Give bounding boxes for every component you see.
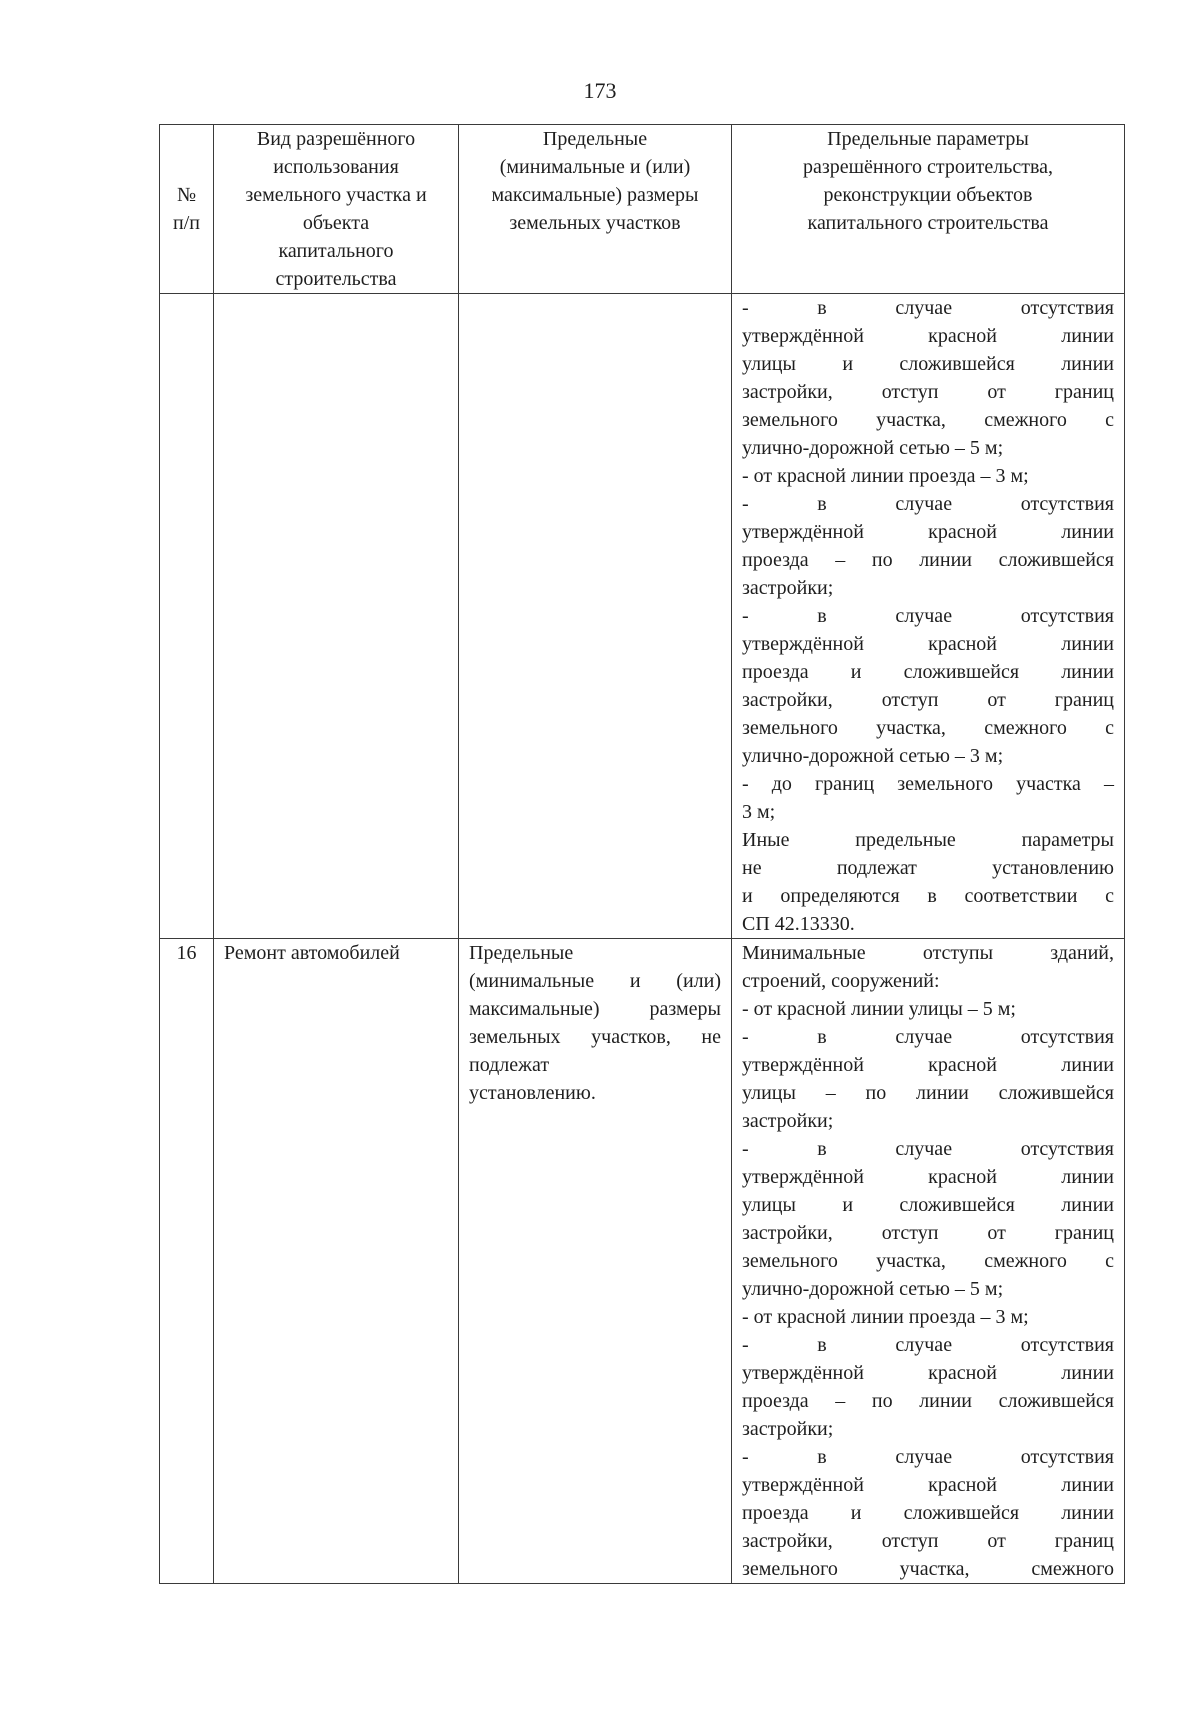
text-line: утверждённой красной линии <box>742 325 1114 347</box>
text-line: застройки; <box>742 577 834 599</box>
text-line: - до границ земельного участка – <box>742 773 1114 795</box>
header-line: (минимальные и (или) <box>499 156 691 178</box>
header-plot-sizes <box>459 125 732 294</box>
cell-construction-parameters <box>732 939 1125 1584</box>
text-line: утверждённой красной линии <box>742 1474 1114 1496</box>
header-line: максимальные) размеры <box>491 184 699 206</box>
cell-number <box>160 294 214 939</box>
text-line: застройки, отступ от границ <box>742 381 1114 403</box>
header-number <box>160 125 214 294</box>
header-line: Предельные параметры <box>827 128 1029 150</box>
header-permitted-use <box>214 125 459 294</box>
text-line: улично-дорожной сетью – 5 м; <box>742 437 1004 459</box>
text-line: - от красной линии проезда – 3 м; <box>742 1306 1029 1328</box>
text-line: проезда – по линии сложившейся <box>742 549 1114 571</box>
text-line: утверждённой красной линии <box>742 1362 1114 1384</box>
cell-number: 16 <box>160 939 214 1584</box>
text-line: не подлежат установлению <box>742 857 1114 879</box>
text-line: - в случае отсутствия <box>742 297 1114 319</box>
text-line: улично-дорожной сетью – 5 м; <box>742 1278 1004 1300</box>
text-line: Предельные <box>469 942 574 964</box>
text-line: застройки; <box>742 1110 834 1132</box>
text-line: Иные предельные параметры <box>742 829 1114 851</box>
text-line: земельного участка, смежного с <box>742 717 1114 739</box>
cell-plot-sizes <box>459 939 732 1584</box>
text-line: Минимальные отступы зданий, <box>742 942 1114 964</box>
text-line: земельного участка, смежного с <box>742 1250 1114 1272</box>
text-line: максимальные) размеры <box>469 998 721 1020</box>
text-line: строений, сооружений: <box>742 970 940 992</box>
text-line: земельного участка, смежного с <box>742 409 1114 431</box>
text-line: земельных участков, не <box>469 1026 721 1048</box>
text-line: - в случае отсутствия <box>742 1026 1114 1048</box>
text-line: застройки, отступ от границ <box>742 1530 1114 1552</box>
text-line: застройки, отступ от границ <box>742 689 1114 711</box>
cell-permitted-use <box>214 294 459 939</box>
header-line: объекта <box>302 212 370 234</box>
text-line: проезда – по линии сложившейся <box>742 1390 1114 1412</box>
cell-construction-parameters <box>732 294 1125 939</box>
header-construction-parameters <box>732 125 1125 294</box>
text-line: - в случае отсутствия <box>742 493 1114 515</box>
land-use-parameters-table <box>159 124 1125 1584</box>
header-line: п/п <box>173 212 200 234</box>
text-line: земельного участка, смежного <box>742 1558 1114 1580</box>
text-line: улично-дорожной сетью – 3 м; <box>742 745 1004 767</box>
text-line: улицы и сложившейся линии <box>742 1194 1114 1216</box>
header-line: Предельные <box>542 128 648 150</box>
text-line: СП 42.13330. <box>742 913 855 935</box>
page-number: 173 <box>583 78 617 103</box>
header-line: капитального строительства <box>807 212 1049 234</box>
header-line: капитального <box>278 240 394 262</box>
header-line: земельных участков <box>509 212 681 234</box>
text-line: застройки; <box>742 1418 834 1440</box>
text-line: подлежат <box>469 1054 550 1076</box>
text-line: (минимальные и (или) <box>469 970 721 992</box>
text-line: улицы – по линии сложившейся <box>742 1082 1114 1104</box>
cell-plot-sizes <box>459 294 732 939</box>
text-line: - от красной линии улицы – 5 м; <box>742 998 1016 1020</box>
text-line: и определяются в соответствии с <box>742 885 1114 907</box>
header-line: № <box>176 184 197 206</box>
text-line: - в случае отсутствия <box>742 1446 1114 1468</box>
text-line: утверждённой красной линии <box>742 1054 1114 1076</box>
text-line: - в случае отсутствия <box>742 1334 1114 1356</box>
table-row-continuation <box>160 294 1125 939</box>
text-line: проезда и сложившейся линии <box>742 1502 1114 1524</box>
text-line: застройки, отступ от границ <box>742 1222 1114 1244</box>
text-line: проезда и сложившейся линии <box>742 661 1114 683</box>
table-header-row <box>160 125 1125 294</box>
text-line: установлению. <box>469 1082 596 1104</box>
header-line: строительства <box>275 268 397 290</box>
header-line: использования <box>273 156 399 178</box>
header-line: земельного участка и <box>245 184 427 206</box>
text-line: утверждённой красной линии <box>742 1166 1114 1188</box>
text-line: утверждённой красной линии <box>742 633 1114 655</box>
text-line: улицы и сложившейся линии <box>742 353 1114 375</box>
cell-permitted-use: Ремонт автомобилей <box>214 939 459 1584</box>
text-line: 3 м; <box>742 801 776 823</box>
header-line: реконструкции объектов <box>823 184 1033 206</box>
text-line: утверждённой красной линии <box>742 521 1114 543</box>
text-line: - в случае отсутствия <box>742 605 1114 627</box>
text-line: - от красной линии проезда – 3 м; <box>742 465 1029 487</box>
header-line: Вид разрешённого <box>256 128 416 150</box>
header-line: разрешённого строительства, <box>803 156 1053 178</box>
table-row-16 <box>160 939 1125 1584</box>
text-line: - в случае отсутствия <box>742 1138 1114 1160</box>
